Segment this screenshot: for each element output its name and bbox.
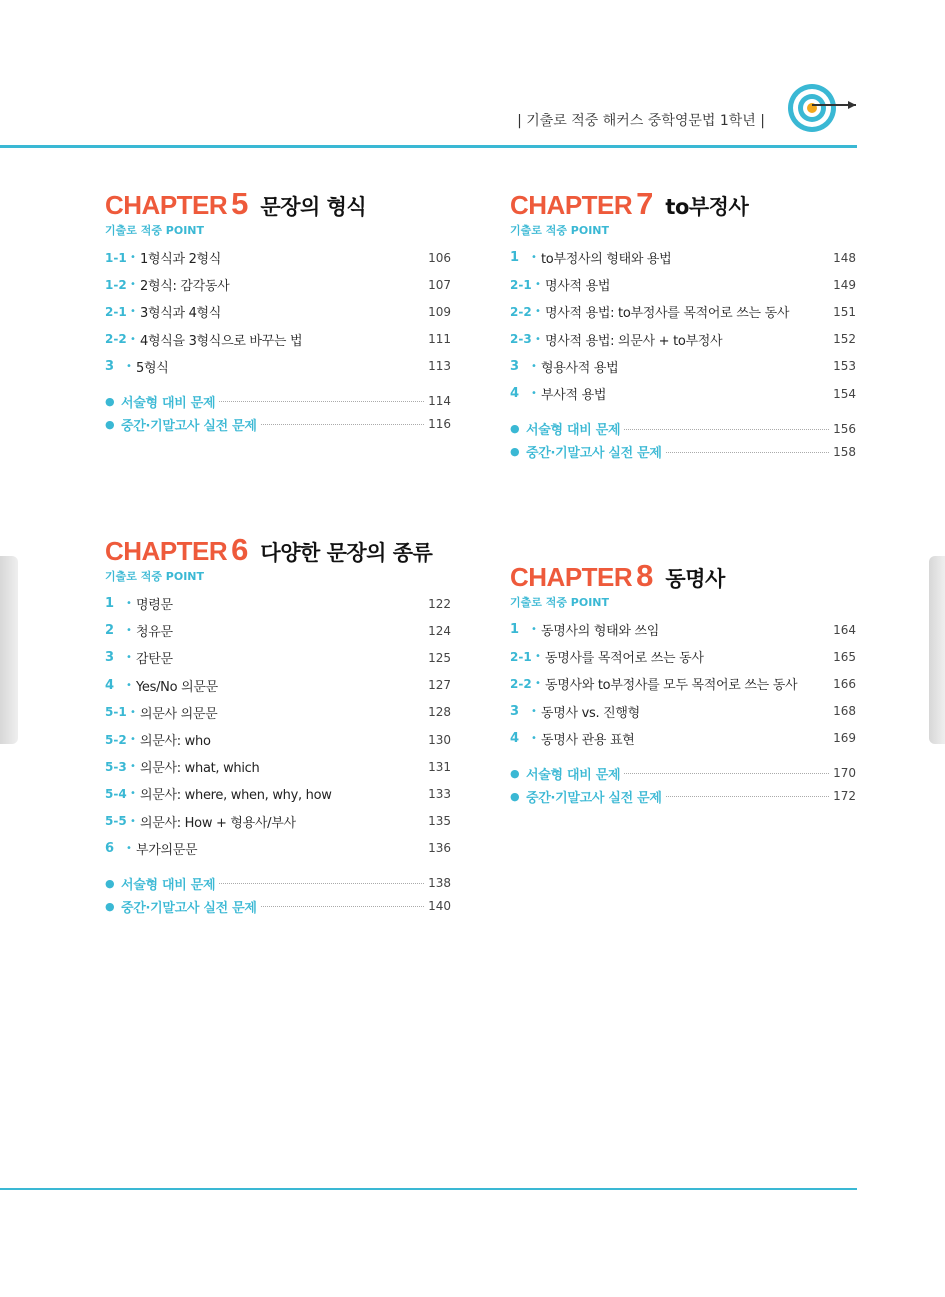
bullet-dot-icon: • [130, 306, 136, 318]
toc-entry[interactable] [105, 753, 451, 780]
entry-label: 명사적 용법: 의문사 + to부정사 [545, 333, 723, 349]
extra-page: 170 [833, 766, 856, 781]
extra-label: 서술형 대비 문제 [121, 395, 216, 411]
extra-label: 중간·기말고사 실전 문제 [121, 418, 257, 434]
toc-entry[interactable] [105, 298, 451, 325]
circle-bullet-icon: ● [510, 445, 520, 459]
chapter-word: CHAPTER [105, 190, 228, 220]
header-rule [0, 145, 857, 148]
chapter-number: 5 [231, 186, 249, 221]
point-subtitle: 기출로 적중 POINT [510, 596, 610, 609]
entry-number: 5-1 [105, 705, 127, 720]
entry-label: 2형식: 감각동사 [140, 279, 230, 295]
entry-label: 부가의문문 [136, 842, 198, 858]
toc-entry[interactable] [510, 698, 856, 725]
entry-number: 4 [105, 677, 115, 693]
entry-number: 6 [105, 840, 115, 856]
toc-entry[interactable] [510, 643, 856, 670]
entry-label: to부정사의 형태와 용법 [541, 252, 672, 268]
toc-entry[interactable] [105, 780, 451, 807]
point-subtitle: 기출로 적중 POINT [105, 224, 205, 237]
extra-label: 서술형 대비 문제 [121, 877, 216, 893]
extra-label: 서술형 대비 문제 [526, 423, 621, 439]
extra-page: 114 [428, 394, 451, 409]
entry-page: 148 [833, 250, 856, 265]
entry-label: 4형식을 3형식으로 바꾸는 법 [140, 333, 303, 349]
entry-number: 3 [510, 358, 520, 374]
bullet-dot-icon: • [535, 279, 541, 291]
entry-number: 5-3 [105, 759, 127, 774]
extra-entry[interactable] [510, 440, 856, 463]
chapter-8-section [510, 558, 856, 808]
entry-label: 의문사: where, when, why, how [140, 788, 332, 804]
toc-entry[interactable] [105, 808, 451, 835]
chapter-title: 다양한 문장의 종류 [260, 541, 433, 565]
dot-leader [219, 400, 424, 402]
entry-label: 5형식 [136, 360, 169, 376]
entry-page: 131 [428, 759, 451, 774]
extra-page: 172 [833, 789, 856, 804]
circle-bullet-icon: ● [105, 876, 115, 890]
entry-label: 청유문 [136, 625, 173, 641]
toc-entry[interactable] [510, 244, 856, 271]
entry-page: 153 [833, 359, 856, 374]
toc-entry[interactable] [510, 326, 856, 353]
extra-page: 138 [428, 876, 451, 891]
chapter-heading [105, 532, 451, 567]
extra-sections [105, 872, 451, 918]
bullet-dot-icon: • [130, 734, 136, 746]
entry-page: 130 [428, 732, 451, 747]
chapter-5-section [105, 186, 451, 436]
entry-label: 의문사: who [140, 734, 211, 750]
entry-label: 부사적 용법 [541, 388, 607, 404]
entry-number: 3 [510, 703, 520, 719]
entry-page: 169 [833, 731, 856, 746]
entry-page: 127 [428, 678, 451, 693]
entry-label: 명사적 용법: to부정사를 목적어로 쓰는 동사 [545, 306, 790, 322]
entry-number: 2-1 [510, 277, 532, 292]
bullet-dot-icon: • [535, 678, 541, 690]
toc-entry[interactable] [105, 644, 451, 671]
entry-page: 149 [833, 277, 856, 292]
entry-number: 1-1 [105, 250, 127, 265]
toc-entry[interactable] [105, 672, 451, 699]
entry-page: 166 [833, 676, 856, 691]
entry-label: 동명사 관용 표현 [541, 732, 635, 748]
entry-label: 명령문 [136, 598, 173, 614]
chapter-word: CHAPTER [105, 536, 228, 566]
entry-label: 의문사: How + 형용사/부사 [140, 815, 296, 831]
entry-page: 135 [428, 814, 451, 829]
extra-page: 158 [833, 444, 856, 459]
toc-entry[interactable] [105, 835, 451, 862]
bullet-dot-icon: • [531, 624, 537, 636]
bullet-dot-icon: • [130, 252, 136, 264]
entry-label: 동명사의 형태와 쓰임 [541, 624, 659, 640]
chapter-title: 동명사 [665, 567, 725, 591]
bullet-dot-icon: • [126, 360, 132, 372]
toc-entry[interactable] [510, 353, 856, 380]
footer-rule [0, 1188, 857, 1190]
entry-page: 107 [428, 277, 451, 292]
entry-page: 106 [428, 250, 451, 265]
right-page-tab [929, 556, 945, 744]
chapter-number: 6 [231, 532, 249, 567]
left-page-tab [0, 556, 18, 744]
bullet-dot-icon: • [535, 306, 541, 318]
entry-number: 3 [105, 650, 115, 666]
circle-bullet-icon: ● [510, 422, 520, 436]
toc-entry[interactable] [510, 271, 856, 298]
entry-label: 1형식과 2형식 [140, 252, 222, 268]
entry-page: 109 [428, 304, 451, 319]
entry-label: 감탄문 [136, 652, 173, 668]
bullet-dot-icon: • [531, 388, 537, 400]
entry-page: 125 [428, 650, 451, 665]
entry-page: 136 [428, 841, 451, 856]
entry-label: 동명사를 목적어로 쓰는 동사 [545, 651, 704, 667]
entry-number: 5-5 [105, 814, 127, 829]
chapter-word: CHAPTER [510, 562, 633, 592]
chapter-7-section [510, 186, 856, 463]
entry-page: 133 [428, 786, 451, 801]
circle-bullet-icon: ● [510, 789, 520, 803]
bullet-dot-icon: • [126, 652, 132, 664]
toc-entry[interactable] [105, 326, 451, 353]
entry-number: 5-2 [105, 732, 127, 747]
toc-entry[interactable] [105, 244, 451, 271]
toc-entry[interactable] [105, 726, 451, 753]
bullet-dot-icon: • [531, 732, 537, 744]
toc-entry[interactable] [510, 298, 856, 325]
entry-number: 2-1 [510, 649, 532, 664]
toc-entry[interactable] [510, 725, 856, 752]
chapter-number: 8 [636, 558, 654, 593]
dot-leader [219, 882, 424, 884]
bullet-dot-icon: • [130, 333, 136, 345]
bullet-dot-icon: • [130, 279, 136, 291]
entry-page: 152 [833, 332, 856, 347]
extra-label: 중간·기말고사 실전 문제 [526, 446, 662, 462]
entry-page: 168 [833, 704, 856, 719]
entry-page: 154 [833, 386, 856, 401]
entry-number: 2-2 [510, 676, 532, 691]
toc-entry[interactable] [105, 699, 451, 726]
circle-bullet-icon: ● [105, 394, 115, 408]
entry-label: Yes/No 의문문 [136, 679, 218, 695]
entry-number: 2-3 [510, 332, 532, 347]
chapter-heading [510, 558, 856, 593]
extra-label: 서술형 대비 문제 [526, 767, 621, 783]
extra-entry[interactable] [105, 872, 451, 895]
entry-page: 151 [833, 304, 856, 319]
extra-label: 중간·기말고사 실전 문제 [121, 900, 257, 916]
target-logo-icon [786, 80, 860, 136]
extra-entry[interactable] [510, 785, 856, 808]
bullet-dot-icon: • [130, 706, 136, 718]
entry-number: 2-1 [105, 304, 127, 319]
entry-label: 동명사 vs. 진행형 [541, 705, 640, 721]
extra-sections [510, 417, 856, 463]
entry-number: 2-2 [510, 304, 532, 319]
entry-label: 형용사적 용법 [541, 360, 619, 376]
toc-entry[interactable] [105, 353, 451, 380]
extra-page: 116 [428, 417, 451, 432]
circle-bullet-icon: ● [105, 417, 115, 431]
circle-bullet-icon: ● [105, 899, 115, 913]
running-header: | 기출로 적중 해커스 중학영문법 1학년 | [517, 113, 765, 129]
chapter-title: 문장의 형식 [260, 195, 367, 219]
entry-page: 124 [428, 623, 451, 638]
extra-label: 중간·기말고사 실전 문제 [526, 790, 662, 806]
entry-page: 164 [833, 622, 856, 637]
entry-number: 4 [510, 386, 520, 402]
chapter-title: to부정사 [665, 195, 749, 219]
circle-bullet-icon: ● [510, 766, 520, 780]
extra-entry[interactable] [105, 390, 451, 413]
entry-label: 의문사: what, which [140, 761, 260, 777]
extra-entry[interactable] [105, 413, 451, 436]
entry-page: 122 [428, 596, 451, 611]
dot-leader [666, 795, 829, 797]
extra-sections [105, 390, 451, 436]
toc-entry[interactable] [105, 590, 451, 617]
bullet-dot-icon: • [130, 788, 136, 800]
dot-leader [261, 905, 424, 907]
bullet-dot-icon: • [126, 842, 132, 854]
bullet-dot-icon: • [126, 679, 132, 691]
entry-number: 1 [510, 622, 520, 638]
bullet-dot-icon: • [535, 333, 541, 345]
bullet-dot-icon: • [531, 705, 537, 717]
entry-number: 1 [510, 250, 520, 266]
entry-number: 1-2 [105, 277, 127, 292]
extra-page: 156 [833, 421, 856, 436]
toc-entry[interactable] [510, 670, 856, 697]
entry-number: 3 [105, 358, 115, 374]
entry-page: 165 [833, 649, 856, 664]
entry-label: 동명사와 to부정사를 모두 목적어로 쓰는 동사 [545, 678, 798, 694]
toc-entry[interactable] [510, 380, 856, 407]
entry-page: 113 [428, 359, 451, 374]
bullet-dot-icon: • [535, 651, 541, 663]
bullet-dot-icon: • [126, 625, 132, 637]
bullet-dot-icon: • [531, 252, 537, 264]
point-subtitle: 기출로 적중 POINT [105, 570, 205, 583]
bullet-dot-icon: • [130, 761, 136, 773]
bullet-dot-icon: • [126, 598, 132, 610]
entry-number: 5-4 [105, 786, 127, 801]
dot-leader [624, 428, 829, 430]
bullet-dot-icon: • [130, 815, 136, 827]
point-subtitle: 기출로 적중 POINT [510, 224, 610, 237]
extra-page: 140 [428, 899, 451, 914]
entry-label: 명사적 용법 [545, 279, 611, 295]
toc-entry[interactable] [105, 271, 451, 298]
toc-entry[interactable] [510, 616, 856, 643]
bullet-dot-icon: • [531, 360, 537, 372]
entry-number: 1 [105, 596, 115, 612]
extra-entry[interactable] [510, 762, 856, 785]
toc-entry[interactable] [105, 617, 451, 644]
entry-page: 128 [428, 705, 451, 720]
entry-label: 의문사 의문문 [140, 706, 218, 722]
entry-page: 111 [428, 332, 451, 347]
chapter-number: 7 [636, 186, 654, 221]
extra-entry[interactable] [105, 895, 451, 918]
dot-leader [624, 772, 829, 774]
entry-number: 2-2 [105, 332, 127, 347]
chapter-heading [510, 186, 856, 221]
chapter-word: CHAPTER [510, 190, 633, 220]
chapter-6-section [105, 532, 451, 918]
dot-leader [666, 451, 829, 453]
chapter-heading [105, 186, 451, 221]
extra-sections [510, 762, 856, 808]
entry-number: 4 [510, 730, 520, 746]
entry-label: 3형식과 4형식 [140, 306, 222, 322]
dot-leader [261, 423, 424, 425]
entry-number: 2 [105, 623, 115, 639]
extra-entry[interactable] [510, 417, 856, 440]
